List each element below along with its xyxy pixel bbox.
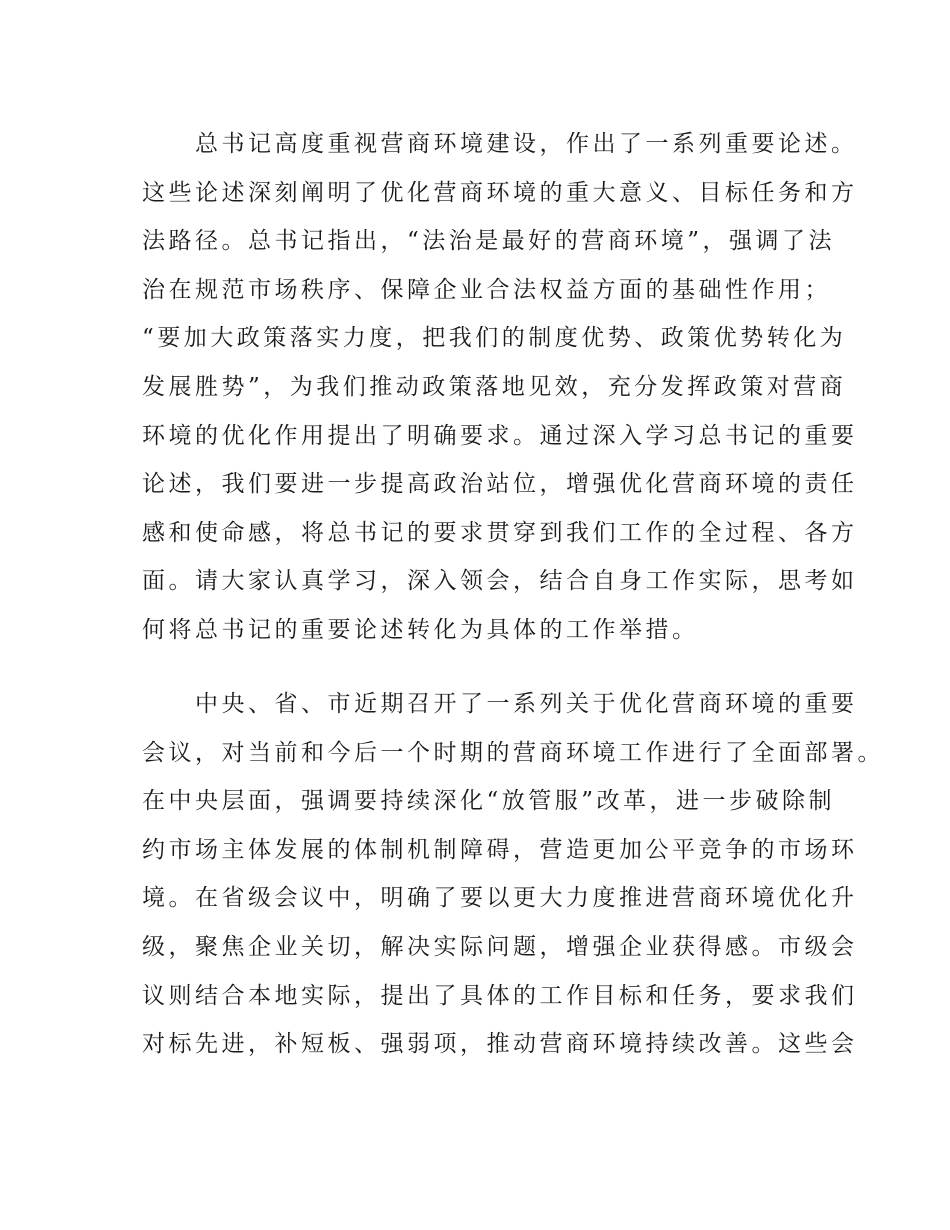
- paragraph-line: 这些论述深刻阐明了优化营商环境的重大意义、目标任务和方: [142, 179, 858, 206]
- paragraph-line: 境。在省级会议中，明确了要以更大力度推进营商环境优化升: [142, 885, 858, 912]
- paragraph-line: 环境的优化作用提出了明确要求。通过深入学习总书记的重要: [142, 422, 858, 449]
- paragraph-line: 面。请大家认真学习，深入领会，结合自身工作实际，思考如: [142, 568, 858, 595]
- paragraph-line: 论述，我们要进一步提高政治站位，增强优化营商环境的责任: [142, 471, 858, 498]
- paragraph-line: 中央、省、市近期召开了一系列关于优化营商环境的重要: [142, 691, 858, 717]
- paragraph-2: [142, 680, 884, 1069]
- paragraph-line: 对标先进，补短板、强弱项，推动营商环境持续改善。这些会: [142, 1031, 858, 1058]
- paragraph-line: 会议，对当前和今后一个时期的营商环境工作进行了全面部署。: [142, 739, 884, 766]
- paragraph-line: 总书记高度重视营商环境建设，作出了一系列重要论述。: [142, 131, 858, 157]
- paragraph-line: 议则结合本地实际，提出了具体的工作目标和任务，要求我们: [142, 982, 858, 1009]
- paragraph-line: 法路径。总书记指出，“法治是最好的营商环境”，强调了法: [142, 228, 836, 255]
- paragraph-line: 发展胜势”，为我们推动政策落地见效，充分发挥政策对营商: [142, 373, 847, 400]
- paragraph-line: “要加大政策落实力度，把我们的制度优势、政策优势转化为: [142, 325, 847, 352]
- paragraph-line: 何将总书记的重要论述转化为具体的工作举措。: [142, 616, 699, 643]
- paragraph-1: [142, 120, 858, 655]
- paragraph-line: 级，聚焦企业关切，解决实际问题，增强企业获得感。市级会: [142, 933, 858, 960]
- paragraph-line: 治在规范市场秩序、保障企业合法权益方面的基础性作用；: [142, 276, 831, 303]
- paragraph-line: 约市场主体发展的体制机制障碍，营造更加公平竞争的市场环: [142, 836, 858, 863]
- paragraph-line: 在中央层面，强调要持续深化“放管服”改革，进一步破除制: [142, 788, 836, 815]
- paragraph-line: 感和使命感，将总书记的要求贯穿到我们工作的全过程、各方: [142, 519, 858, 546]
